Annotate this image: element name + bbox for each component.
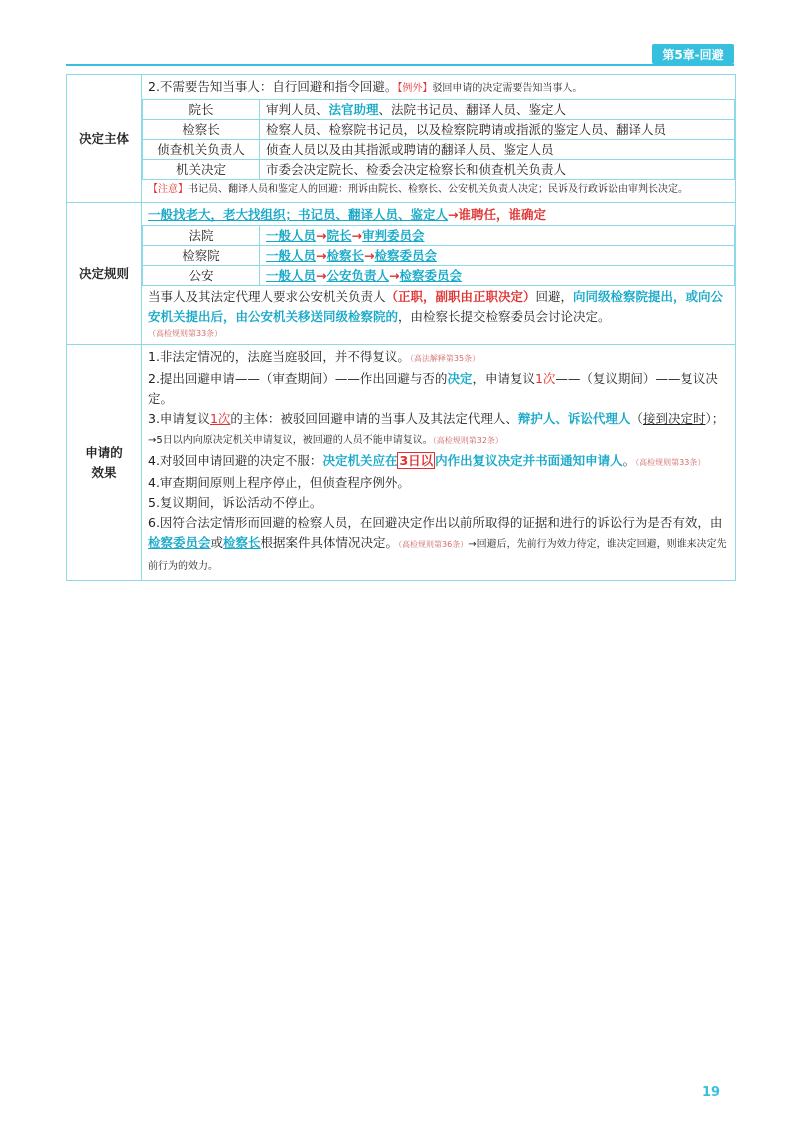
table-row: [143, 140, 735, 160]
item-4: [148, 451, 729, 473]
section-decision-subject: [67, 75, 736, 203]
chain-item: 一般人员: [266, 248, 317, 263]
highlight: 1次: [534, 371, 556, 386]
chain-item: 检察委员会: [399, 268, 463, 283]
highlight: 决定: [447, 371, 473, 386]
chain-item: 公安负责人: [326, 268, 390, 283]
arrow: →: [389, 268, 400, 283]
item-2: [148, 369, 729, 409]
row-value: 侦查人员以及由其指派或聘请的翻译人员、鉴定人员: [260, 140, 735, 160]
chain-item: 一般人员: [266, 228, 317, 243]
text: （: [630, 411, 643, 426]
text: 回避，: [535, 289, 574, 304]
text: ）；: [705, 411, 725, 426]
text: ——（复议期间）——复议决定。: [148, 371, 718, 406]
text: 接到决定时: [642, 411, 706, 426]
section-content: [142, 75, 736, 203]
text: 根据案件具体情况决定。: [260, 535, 399, 550]
row-label: 侦查机关负责人: [143, 140, 260, 160]
category-line: 申请的: [85, 444, 123, 460]
text: ，申请复议: [472, 371, 535, 386]
reference: （高检规则第33条）: [635, 458, 706, 467]
paragraph: [148, 287, 729, 327]
text: 6.因符合法定情形而回避的检察人员，在回避决定作出以前所取得的证据和进行的诉讼行为是否有效，由: [148, 515, 723, 530]
text: ，由检察长提交检察委员会讨论决定。: [398, 309, 611, 324]
highlight: 决定机关应在: [322, 453, 398, 468]
note-tag: 【注意】: [148, 184, 188, 195]
section-content: [142, 203, 736, 345]
table-row: [143, 100, 735, 120]
row-label: 院长: [143, 100, 260, 120]
row-label: 检察长: [143, 120, 260, 140]
reference: （高检规则第33条）: [148, 329, 223, 338]
highlight: 一般找老大，老大找组织；书记员、翻译人员、鉴定人: [148, 207, 449, 222]
decision-subject-table: [142, 99, 735, 180]
table-row: [143, 226, 735, 246]
table-row: [143, 160, 735, 180]
text: 3.申请复议: [148, 411, 210, 426]
item-1: [148, 347, 729, 369]
table-row: [143, 266, 735, 286]
item-7: [148, 513, 729, 577]
text: →回避后，先前行为效力待定，谁决定回避，则谁来决定先前行为的效力。: [148, 539, 727, 572]
section-decision-rules: [67, 203, 736, 345]
text: 审判人员、: [266, 102, 329, 117]
arrow: →: [316, 268, 327, 283]
reference: （高法解释第35条）: [409, 354, 481, 363]
item-3: [148, 409, 729, 451]
section-content: [142, 345, 736, 581]
category-label: [67, 345, 142, 581]
rule-line: [148, 205, 729, 225]
arrow: →: [316, 248, 327, 263]
arrow: →: [364, 248, 375, 263]
highlight: 内作出复议决定并书面通知申请人: [435, 453, 623, 468]
row-label: 机关决定: [143, 160, 260, 180]
text: 。: [622, 453, 636, 468]
text: 当事人及其法定代理人要求公安机关负责人: [148, 289, 386, 304]
table-row: [143, 246, 735, 266]
highlight: 1次: [209, 411, 231, 426]
reference: （高检规则第36条）: [398, 540, 469, 549]
chapter-tag: 第5章-回避: [652, 44, 734, 64]
highlight-box: 3日以: [399, 453, 434, 468]
highlight: 辩护人、诉讼代理人: [517, 411, 631, 426]
chain-item: 检察委员会: [374, 248, 438, 263]
chain-item: 审判委员会: [362, 228, 425, 243]
text: 或: [210, 535, 224, 550]
chain-item: 一般人员: [266, 268, 317, 283]
category-line: 效果: [91, 464, 117, 480]
highlight: 向同级检察院提出，或向公安机关提出后，由公安机关移送同级检察院的: [148, 289, 724, 324]
row-value: 检察人员、检察院书记员，以及检察院聘请或指派的鉴定人员、翻译人员: [260, 120, 735, 140]
text: →5日以内向原决定机关申请复议，被回避的人员不能申请复议。: [148, 435, 433, 446]
highlight: 检察委员会: [148, 535, 211, 550]
item-5: 4.审查期间原则上程序停止，但侦查程序例外。: [148, 475, 410, 490]
highlight: 法官助理: [328, 102, 379, 117]
category-label: 决定规则: [67, 203, 142, 345]
row-value: [260, 226, 735, 246]
row-label: 检察院: [143, 246, 260, 266]
category-label: 决定主体: [67, 75, 142, 203]
row-label: 法院: [143, 226, 260, 246]
highlight: →谁聘任，谁确定: [448, 207, 546, 222]
row-value: [260, 246, 735, 266]
row-value: 市委会决定院长、检委会决定检察长和侦查机关负责人: [260, 160, 735, 180]
row-label: 公安: [143, 266, 260, 286]
chain-item: 检察长: [326, 248, 365, 263]
text: 驳回申请的决定需要告知当事人。: [432, 83, 583, 94]
text: 、法院书记员、翻译人员、鉴定人: [378, 102, 567, 117]
highlight: 检察长: [223, 535, 261, 550]
row-value: [260, 100, 735, 120]
text: 4.对驳回申请回避的决定不服：: [148, 453, 323, 468]
row-value: [260, 266, 735, 286]
highlight: （正职，副职由正职决定）: [385, 289, 536, 304]
text: 2.不需要告知当事人：自行回避和指令回避。: [148, 79, 398, 94]
text: 书记员、翻译人员和鉴定人的回避：刑诉由院长、检察长、公安机关负责人决定；民诉及行政诉讼由审判长决定。: [188, 184, 688, 195]
item-6: 5.复议期间，诉讼活动不停止。: [148, 495, 323, 510]
arrow: →: [351, 228, 362, 243]
exception-tag: 【例外】: [397, 83, 433, 94]
note-line: [148, 181, 729, 199]
decision-rules-table: [142, 225, 735, 286]
text: 2.提出回避申请——（审查期间）——作出回避与否的: [148, 371, 448, 386]
text: 1.非法定情况的，法庭当庭驳回，并不得复议。: [148, 349, 410, 364]
content-table: [66, 74, 736, 581]
arrow: →: [316, 228, 327, 243]
header-rule: [66, 64, 734, 66]
section-application-effect: [67, 345, 736, 581]
reference: （高检规则第32条）: [432, 436, 503, 445]
chain-item: 院长: [326, 228, 352, 243]
table-row: [143, 120, 735, 140]
intro-line: [148, 77, 729, 99]
page-number: 19: [701, 1085, 721, 1100]
text: 的主体：被驳回回避申请的当事人及其法定代理人、: [230, 411, 518, 426]
